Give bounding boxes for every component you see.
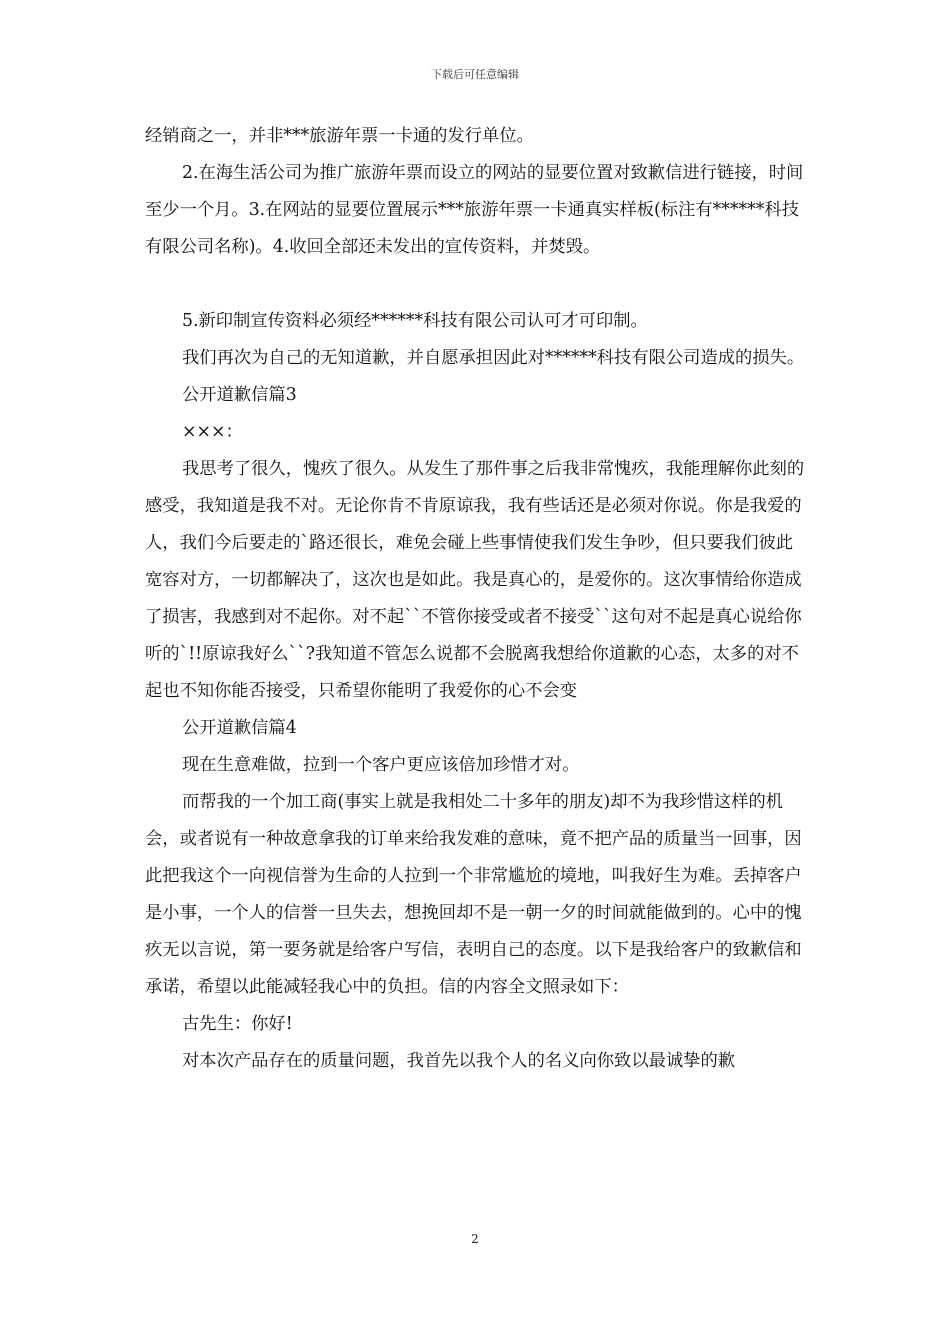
paragraph: 2.在海生活公司为推广旅游年票而设立的网站的显要位置对致歉信进行链接，时间至少一个月。3.在网站的显要位置展示***旅游年票一卡通真实样板(标注有******科技有限公司名称)。4.收回全部还未发出的宣传资料，并焚毁。 <box>145 163 804 257</box>
salutation: ×××： <box>182 422 243 442</box>
paragraph: 而帮我的一个加工商(事实上就是我相处二十多年的朋友)却不为我珍惜这样的机会，或者说有一种故意拿我的订单来给我发难的意味，竟不把产品的质量当一回事，因此把我这个一向视信誉为生命的人拉到一个非常尴尬的境地，叫我好生为难。丢掉客户是小事，一个人的信誉一旦失去，想挽回却不是一朝一夕的时间就能做到的。心中的愧疚无以言说，第一要务就是给客户写信，表明自己的态度。以下是我给客户的致歉信和承诺，希望以此能减轻我心中的负担。信的内容全文照录如下： <box>145 792 802 997</box>
paragraph: 经销商之一，并非***旅游年票一卡通的发行单位。 <box>145 126 534 146</box>
paragraph: 现在生意难做，拉到一个客户更应该倍加珍惜才对。 <box>182 755 580 775</box>
salutation: 古先生：你好! <box>182 1014 293 1034</box>
paragraph: 我思考了很久，愧疚了很久。从发生了那件事之后我非常愧疚，我能理解你此刻的感受，我知道是我不对。无论你肯不肯原谅我，我有些话还是必须对你说。你是我爱的人，我们今后要走的`路还很长，难免会碰上些事情使我们发生争吵，但只要我们彼此宽容对方，一切都解决了，这次也是如此。我是真心的，是爱你的。这次事情给你造成了损害，我感到对不起你。对不起``不管你接受或者不接受``这句对不起是真心说给你听的`!!原谅我好么``?我知道不管怎么说都不会脱离我想给你道歉的心态，太多的对不起也不知你能否接受，只希望你能明了我爱你的心不会变 <box>145 459 805 701</box>
section-heading: 公开道歉信篇3 <box>182 385 297 405</box>
section-heading: 公开道歉信篇4 <box>182 718 297 738</box>
page-number: 2 <box>471 1232 479 1246</box>
paragraph: 我们再次为自己的无知道歉，并自愿承担因此对******科技有限公司造成的损失。 <box>182 348 805 368</box>
page-header: 下载后可任意编辑 <box>431 68 519 81</box>
document-body <box>145 118 810 1080</box>
paragraph: 5.新印制宣传资料必须经******科技有限公司认可才可印制。 <box>182 311 648 331</box>
paragraph: 对本次产品存在的质量问题，我首先以我个人的名义向你致以最诚挚的歉 <box>182 1051 736 1071</box>
